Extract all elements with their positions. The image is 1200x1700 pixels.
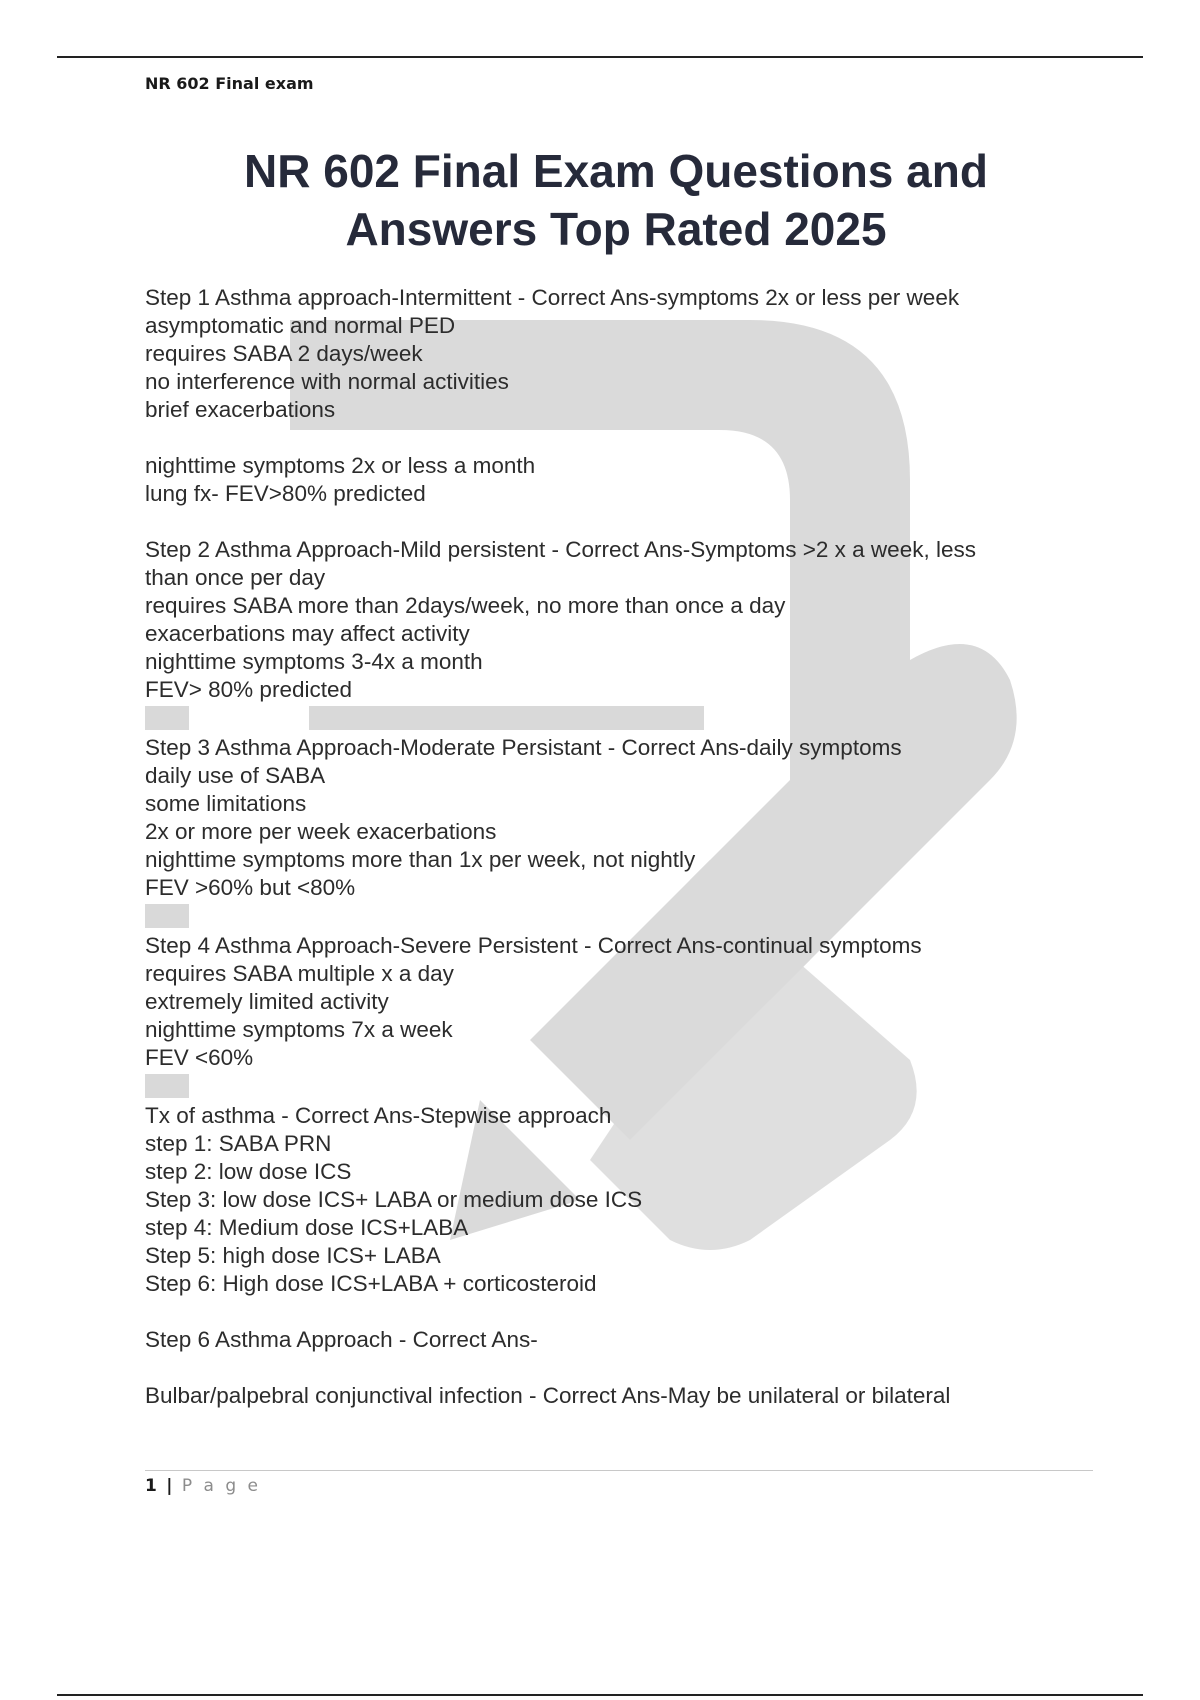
qa-answer-line: Step 5: high dose ICS+ LABA xyxy=(145,1243,441,1268)
qa-answer-line: exacerbations may affect activity xyxy=(145,621,470,646)
qa-question: Step 4 Asthma Approach-Severe Persistent - Correct Ans-continual symptoms xyxy=(145,933,922,958)
qa-answer-line: lung fx- FEV>80% predicted xyxy=(145,481,426,506)
qa-answer-line: FEV <60% xyxy=(145,1045,254,1070)
qa-answer-line: requires SABA 2 days/week xyxy=(145,341,423,366)
blank-line xyxy=(145,424,1065,452)
header-rule xyxy=(57,56,1143,58)
qa-question: Step 6 Asthma Approach - Correct Ans- xyxy=(145,1327,538,1352)
qa-content xyxy=(145,284,1065,1438)
qa-answer-line: daily use of SABA xyxy=(145,763,326,788)
qa-question: Step 3 Asthma Approach-Moderate Persistant - Correct Ans-daily symptoms xyxy=(145,735,902,760)
qa-answer-line: some limitations xyxy=(145,791,307,816)
qa-answer-line: asymptomatic and normal PED xyxy=(145,313,456,338)
page-number: 1 xyxy=(145,1476,157,1496)
qa-answer-line: FEV >60% but <80% xyxy=(145,875,356,900)
qa-answer-line: step 1: SABA PRN xyxy=(145,1131,332,1156)
qa-answer-line: Step 3: low dose ICS+ LABA or medium dose ICS xyxy=(145,1187,643,1212)
footer-separator: | xyxy=(166,1476,173,1496)
qa-answer-line: 2x or more per week exacerbations xyxy=(145,819,497,844)
qa-block-step2 xyxy=(145,536,1065,704)
shade-bar xyxy=(145,904,1065,928)
qa-answer-line: nighttime symptoms 7x a week xyxy=(145,1017,453,1042)
document-title xyxy=(120,142,1112,258)
qa-block-treatment xyxy=(145,1102,1065,1298)
qa-block-step3 xyxy=(145,734,1065,902)
qa-answer-line: extremely limited activity xyxy=(145,989,389,1014)
shade-bar xyxy=(145,1074,1065,1098)
qa-answer-line: no interference with normal activities xyxy=(145,369,509,394)
qa-answer-line: than once per day xyxy=(145,565,326,590)
page-word: P a g e xyxy=(181,1476,262,1496)
qa-block-step1 xyxy=(145,284,1065,508)
qa-block-step6 xyxy=(145,1326,1065,1354)
qa-question: Step 2 Asthma Approach-Mild persistent - Correct Ans-Symptoms >2 x a week, less xyxy=(145,537,976,562)
shade-bar xyxy=(145,706,1065,730)
qa-answer-line: Step 6: High dose ICS+LABA + corticosteroid xyxy=(145,1271,597,1296)
bottom-rule xyxy=(57,1694,1143,1696)
qa-question: Tx of asthma - Correct Ans-Stepwise approach xyxy=(145,1103,612,1128)
footer-rule xyxy=(145,1470,1093,1471)
qa-block-step4 xyxy=(145,932,1065,1072)
title-line-1: NR 602 Final Exam Questions and xyxy=(244,145,988,197)
qa-question: Bulbar/palpebral conjunctival infection - Correct Ans-May be unilateral or bilateral xyxy=(145,1383,951,1408)
qa-answer-line: brief exacerbations xyxy=(145,397,336,422)
qa-answer-line: step 4: Medium dose ICS+LABA xyxy=(145,1215,469,1240)
qa-answer-line: nighttime symptoms 3-4x a month xyxy=(145,649,483,674)
qa-answer-line: FEV> 80% predicted xyxy=(145,677,352,702)
qa-answer-line: nighttime symptoms 2x or less a month xyxy=(145,453,536,478)
running-header: NR 602 Final exam xyxy=(145,74,314,93)
page-footer xyxy=(145,1476,261,1496)
qa-answer-line: requires SABA more than 2days/week, no more than once a day xyxy=(145,593,786,618)
qa-question: Step 1 Asthma approach-Intermittent - Correct Ans-symptoms 2x or less per week xyxy=(145,285,960,310)
qa-block-conjunctival xyxy=(145,1382,1065,1410)
qa-answer-line: step 2: low dose ICS xyxy=(145,1159,352,1184)
title-line-2: Answers Top Rated 2025 xyxy=(345,203,887,255)
qa-answer-line: nighttime symptoms more than 1x per week, not nightly xyxy=(145,847,696,872)
qa-answer-line: requires SABA multiple x a day xyxy=(145,961,454,986)
